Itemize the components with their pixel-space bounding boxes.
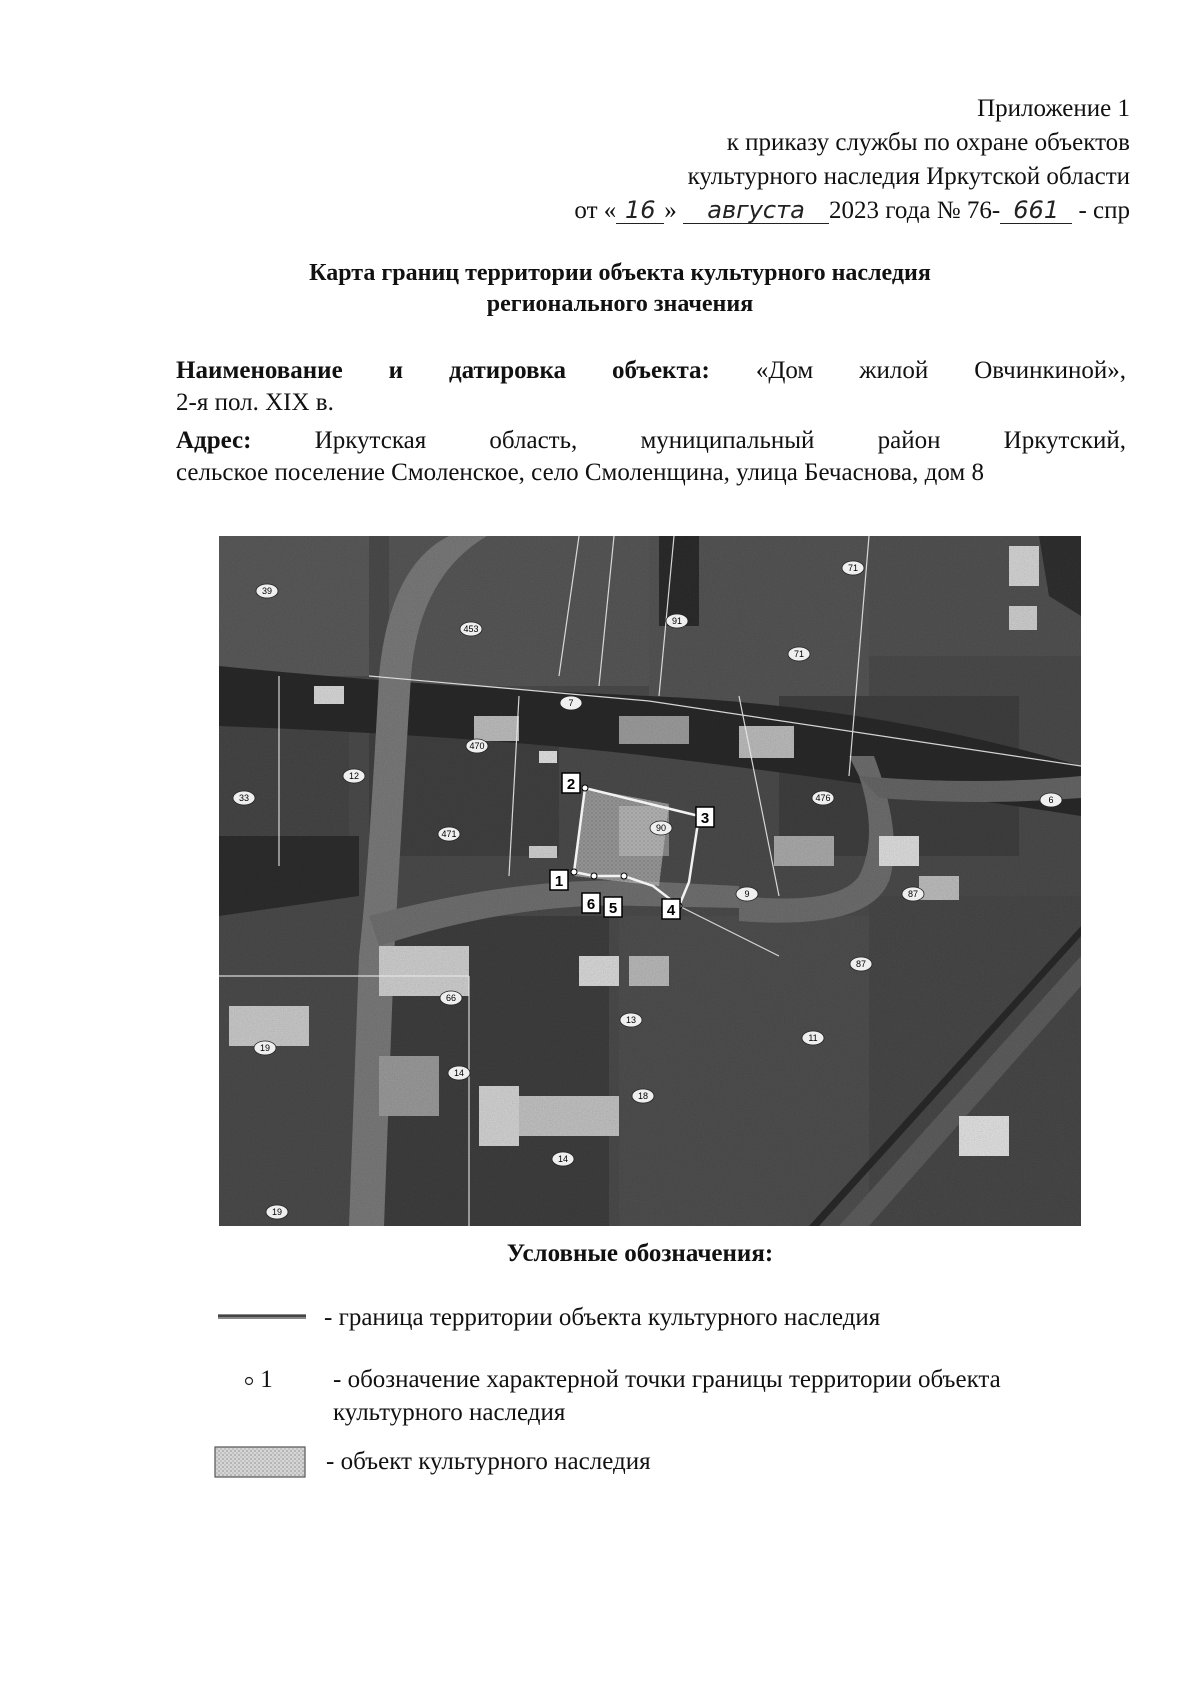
boundary-point-4 <box>662 899 680 919</box>
address-line <box>176 425 1126 457</box>
plot-number-6 <box>1040 793 1062 807</box>
legend-point-text-1: - обозначение характерной точки границы территории объекта <box>333 1366 1001 1393</box>
map-canvas <box>219 536 1081 1226</box>
plot-number-71 <box>842 561 864 575</box>
appendix-header <box>430 92 1130 228</box>
plot-number-14 <box>552 1152 574 1166</box>
boundary-point-5 <box>604 897 622 917</box>
address-label: Адрес: <box>176 427 252 454</box>
boundary-vertex-2 <box>582 785 588 791</box>
point-circle-icon <box>244 1376 254 1386</box>
plot-number-label: 19 <box>271 1207 283 1217</box>
boundary-vertex-5 <box>621 873 627 879</box>
object-name-line <box>176 355 1126 387</box>
plot-number-9 <box>736 887 758 901</box>
boundary-point-label: 5 <box>608 900 618 917</box>
plot-number-label: 14 <box>453 1068 465 1078</box>
boundary-vertex-6 <box>591 873 597 879</box>
boundary-point-label: 2 <box>566 776 576 793</box>
plot-number-label: 19 <box>259 1043 271 1053</box>
plot-number-label: 14 <box>557 1154 569 1164</box>
plot-number-11 <box>802 1031 824 1045</box>
plot-number-19 <box>266 1205 288 1219</box>
appendix-line-3: культурного наследия Иркутской области <box>687 163 1130 190</box>
legend-object-text: - объект культурного наследия <box>326 1448 651 1475</box>
plot-number-label: 87 <box>907 889 919 899</box>
appendix-line-1: Приложение 1 <box>977 95 1130 122</box>
plot-number-476 <box>812 791 834 805</box>
title-line-2: регионального значения <box>486 291 754 317</box>
handwritten-month: августа <box>683 197 829 224</box>
plot-number-label: 33 <box>238 793 250 803</box>
plot-number-12 <box>343 769 365 783</box>
order-date-line <box>430 194 1130 228</box>
point-symbol <box>244 1364 273 1396</box>
plot-number-label: 91 <box>671 616 683 626</box>
plot-number-87 <box>902 887 924 901</box>
plot-number-66 <box>440 991 462 1005</box>
legend-point-text-2: культурного наследия <box>333 1399 566 1426</box>
plot-number-label: 471 <box>441 829 457 839</box>
date-year: 2023 года № 76- <box>829 197 1001 224</box>
plot-number-label: 12 <box>348 771 360 781</box>
legend-boundary-text: - граница территории объекта культурного наследия <box>324 1304 881 1331</box>
boundary-point-label: 4 <box>666 902 676 919</box>
plot-number-label: 453 <box>463 624 479 634</box>
date-prefix: от « <box>574 197 617 224</box>
plot-number-label: 71 <box>847 563 859 573</box>
handwritten-day: 16 <box>616 197 664 224</box>
plot-number-471 <box>438 827 460 841</box>
order-suffix: - спр <box>1078 197 1130 224</box>
plot-number-label: 470 <box>469 741 485 751</box>
plot-number-7 <box>560 696 582 710</box>
plot-number-label: 90 <box>655 823 667 833</box>
object-name-label: Наименование и датировка объекта: <box>176 357 710 384</box>
object-dating: 2-я пол. XIX в. <box>176 389 334 416</box>
plot-number-label: 11 <box>808 1033 818 1043</box>
boundary-point-6 <box>582 893 600 913</box>
document-title <box>180 258 1060 320</box>
plot-number-label: 66 <box>445 993 457 1003</box>
boundary-line-symbol <box>218 1312 306 1322</box>
handwritten-order-number: 661 <box>1000 197 1072 224</box>
legend-title: Условные обозначения: <box>506 1240 774 1267</box>
plot-number-33 <box>233 791 255 805</box>
legend-object-row <box>214 1446 1114 1486</box>
plot-number-39 <box>256 584 278 598</box>
plot-number-label: 476 <box>815 793 831 803</box>
heritage-object-area <box>574 788 669 886</box>
plot-number-label: 71 <box>793 649 805 659</box>
plot-number-label: 7 <box>568 698 574 708</box>
plot-number-470 <box>466 739 488 753</box>
appendix-line-2: к приказу службы по охране объектов <box>726 129 1130 156</box>
legend-boundary-row <box>218 1302 1118 1342</box>
plot-number-71 <box>788 647 810 661</box>
object-info <box>176 355 1126 495</box>
boundary-point-2 <box>562 773 580 793</box>
date-mid: » <box>664 197 677 224</box>
address-value-2: сельское поселение Смоленское, село Смоленщина, улица Бечаснова, дом 8 <box>176 459 984 486</box>
plot-number-87 <box>850 957 872 971</box>
boundary-point-label: 1 <box>554 873 564 890</box>
plot-number-label: 13 <box>625 1015 637 1025</box>
plot-number-14 <box>448 1066 470 1080</box>
plot-number-90 <box>650 821 672 835</box>
address-value-1: Иркутская область, муниципальный район Иркутский, <box>314 427 1127 454</box>
plot-number-19 <box>254 1041 276 1055</box>
title-line-1: Карта границ территории объекта культурного наследия <box>309 260 931 286</box>
plot-number-label: 39 <box>261 586 273 596</box>
plot-number-label: 18 <box>637 1091 649 1101</box>
plot-number-18 <box>632 1089 654 1103</box>
boundary-point-1 <box>550 870 568 890</box>
plot-number-label: 9 <box>744 889 750 899</box>
boundary-point-label: 3 <box>700 810 710 827</box>
plot-number-453 <box>460 622 482 636</box>
heritage-object-symbol <box>214 1446 306 1478</box>
plot-number-91 <box>666 614 688 628</box>
boundary-point-3 <box>696 807 714 827</box>
legend-point-row <box>218 1364 1118 1434</box>
object-name-value: «Дом жилой Овчинкиной», <box>755 357 1126 384</box>
boundary-vertex-1 <box>571 869 577 875</box>
plot-number-label: 87 <box>855 959 867 969</box>
point-symbol-label: 1 <box>260 1366 273 1393</box>
boundary-point-label: 6 <box>586 896 596 913</box>
satellite-map <box>219 536 1081 1226</box>
plot-number-13 <box>620 1013 642 1027</box>
plot-number-label: 6 <box>1048 795 1054 805</box>
